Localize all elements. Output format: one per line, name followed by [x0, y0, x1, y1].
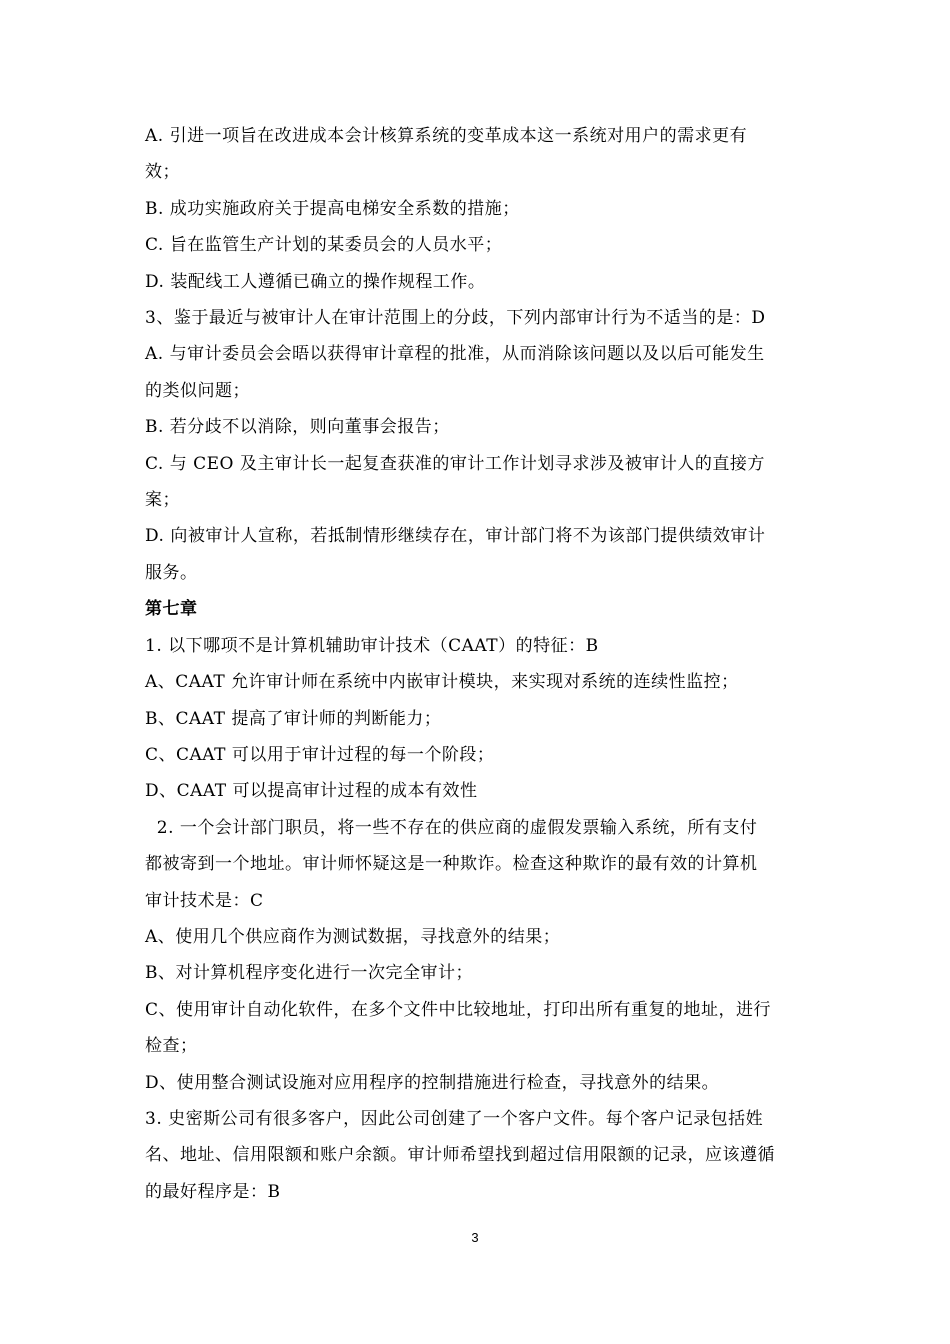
option-line: B、CAAT 提高了审计师的判断能力；: [145, 708, 442, 729]
question-line: 1. 以下哪项不是计算机辅助审计技术（CAAT）的特征：B: [145, 635, 599, 656]
option-line: D. 装配线工人遵循已确立的操作规程工作。: [145, 271, 486, 292]
question-line: 都被寄到一个地址。审计师怀疑这是一种欺诈。检查这种欺诈的最有效的计算机: [145, 854, 758, 875]
option-line: 案；: [145, 490, 180, 511]
option-line: 效；: [145, 162, 180, 183]
option-line: A、CAAT 允许审计师在系统中内嵌审计模块，来实现对系统的连续性监控；: [145, 672, 739, 693]
option-line: C. 与 CEO 及主审计长一起复查获准的审计工作计划寻求涉及被审计人的直接方: [145, 453, 765, 474]
option-line: C. 旨在监管生产计划的某委员会的人员水平；: [145, 235, 503, 256]
page-content: [145, 118, 810, 1210]
option-line: B. 成功实施政府关于提高电梯安全系数的措施；: [145, 198, 520, 219]
question-line: 审计技术是：C: [145, 890, 264, 911]
option-line: A. 引进一项旨在改进成本会计核算系统的变革成本这一系统对用户的需求更有: [145, 126, 748, 146]
chapter-heading: 第七章: [145, 599, 198, 620]
option-line: D、CAAT 可以提高审计过程的成本有效性: [145, 781, 478, 802]
option-line: D、使用整合测试设施对应用程序的控制措施进行检查，寻找意外的结果。: [145, 1072, 720, 1093]
option-line: A、使用几个供应商作为测试数据，寻找意外的结果；: [145, 926, 561, 947]
option-line: A. 与审计委员会会晤以获得审计章程的批准，从而消除该问题以及以后可能发生: [145, 344, 765, 365]
question-line: 的最好程序是：B: [145, 1181, 281, 1202]
option-line: C、使用审计自动化软件，在多个文件中比较地址，打印出所有重复的地址，进行: [145, 999, 772, 1020]
option-line: 检查；: [145, 1036, 198, 1057]
question-line: 3. 史密斯公司有很多客户，因此公司创建了一个客户文件。每个客户记录包括姓: [145, 1108, 764, 1129]
option-line: B. 若分歧不以消除，则向董事会报告；: [145, 417, 450, 438]
option-line: C、CAAT 可以用于审计过程的每一个阶段；: [145, 744, 495, 765]
page-number: 3: [471, 1230, 479, 1245]
question-line: 2. 一个会计部门职员，将一些不存在的供应商的虚假发票输入系统，所有支付: [145, 817, 758, 838]
option-line: D. 向被审计人宣称，若抵制情形继续存在，审计部门将不为该部门提供绩效审计: [145, 526, 766, 547]
option-line: 服务。: [145, 562, 198, 583]
question-line: 3、鉴于最近与被审计人在审计范围上的分歧，下列内部审计行为不适当的是：D: [145, 308, 766, 329]
question-line: 名、地址、信用限额和账户余额。审计师希望找到超过信用限额的记录，应该遵循: [145, 1145, 775, 1166]
option-line: B、对计算机程序变化进行一次完全审计；: [145, 963, 473, 984]
option-line: 的类似问题；: [145, 380, 250, 401]
